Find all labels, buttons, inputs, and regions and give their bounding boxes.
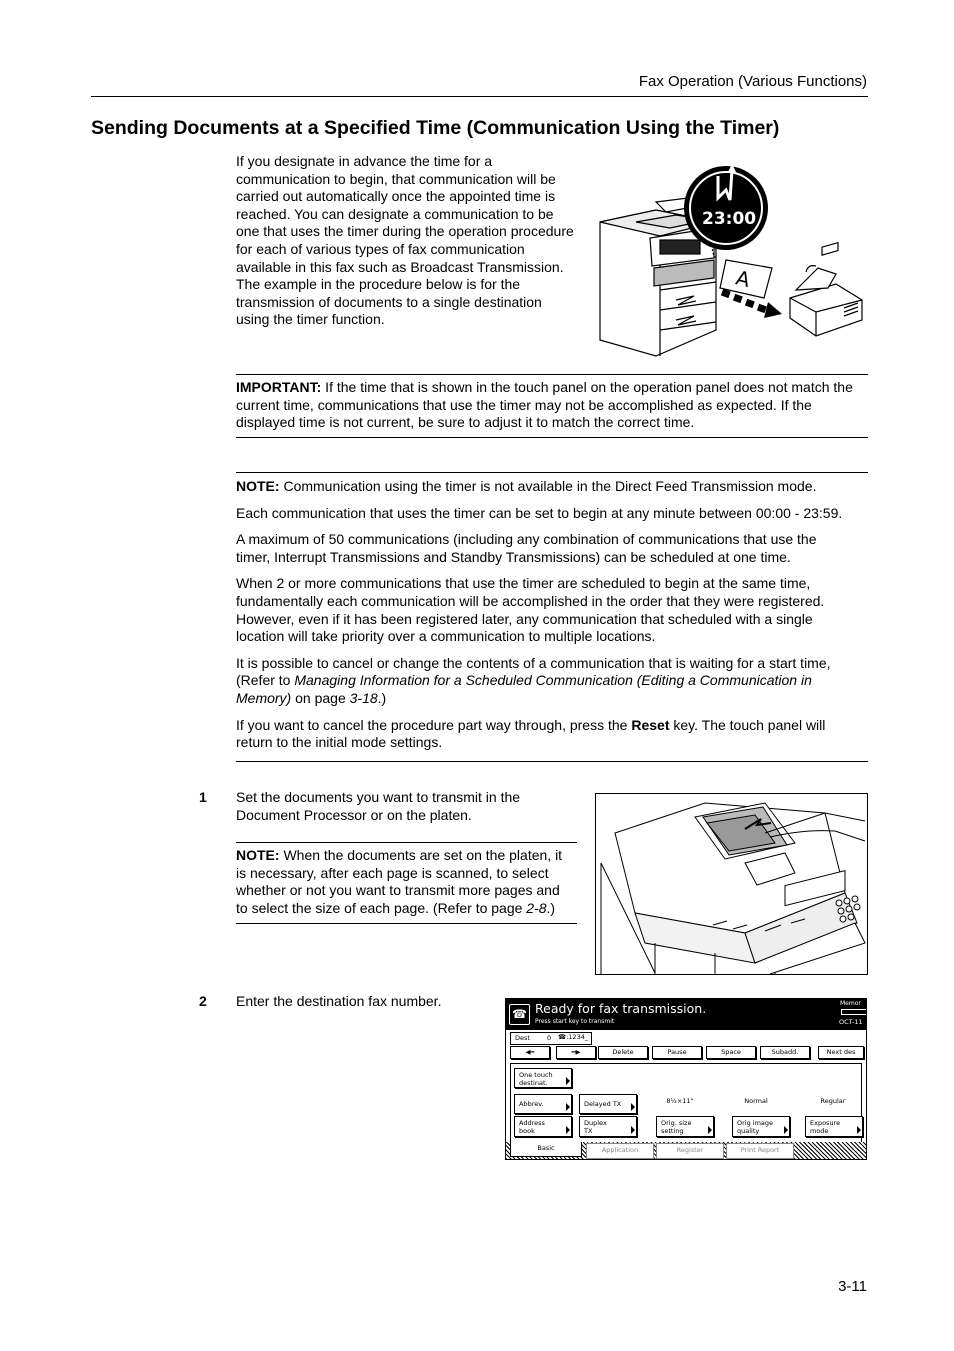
important-label: IMPORTANT:	[236, 379, 322, 395]
note-text: fundamentally each communication will be accomplished in the order that they were registered.	[236, 592, 825, 609]
note-text: key. The touch panel will	[669, 716, 826, 733]
fax-number-value: 1234_	[568, 1033, 589, 1041]
step-number: 1	[199, 789, 207, 805]
step-note-bottom-rule	[236, 923, 577, 924]
important-text: If the time that is shown in the touch panel on the operation panel does not match the	[321, 379, 853, 395]
expand-arrow-icon	[857, 1126, 861, 1134]
abbreviated-dial-button[interactable]	[514, 1094, 572, 1114]
dest-label: Dest	[515, 1034, 530, 1042]
fax-machine-icon	[790, 243, 862, 336]
next-destination-button[interactable]: Next des	[818, 1046, 864, 1059]
note-text: whether or not you want to transmit more pages and	[236, 882, 560, 899]
note-text: A maximum of 50 communications (including any combination of communications that use the	[236, 531, 817, 548]
expand-arrow-icon	[708, 1126, 712, 1134]
exposure-value: Regular	[820, 1097, 846, 1105]
phone-icon: ☎:	[558, 1033, 569, 1041]
button-label: Exposure	[810, 1119, 841, 1127]
clock-time-label: 23:00	[702, 209, 757, 229]
address-book-button[interactable]	[514, 1116, 572, 1137]
fax-icon: ☎	[509, 1004, 530, 1025]
note-text: However, even if it has been registered later, any communication that scheduled with a single	[236, 610, 813, 627]
note-label: NOTE:	[236, 478, 280, 494]
one-touch-destination-button[interactable]	[514, 1068, 572, 1088]
button-label: TX	[584, 1127, 593, 1135]
cursor-right-button[interactable]	[556, 1046, 596, 1059]
status-submessage: Press start key to transmit	[535, 1018, 615, 1025]
touch-panel-screen	[505, 998, 867, 1160]
intro-line: If you designate in advance the time for a	[236, 153, 493, 169]
intro-line: available in this fax such as Broadcast Transmission.	[236, 258, 564, 275]
button-label: One touch destinat.	[519, 1071, 553, 1087]
note-text: It is possible to cancel or change the contents of a communication that is waiting for a start time,	[236, 654, 831, 671]
intro-line: carried out automatically once the appointed time is	[236, 188, 556, 205]
space-button[interactable]: Space	[706, 1046, 756, 1059]
clock-icon	[684, 164, 768, 250]
touch-panel-status-bar	[506, 999, 866, 1030]
doc-letter-label: A	[733, 265, 753, 293]
note-text: Each communication that uses the timer can be set to begin at any minute between 00:00 - 23:59.	[236, 504, 843, 521]
intro-line: communication to begin, that communication will be	[236, 170, 556, 187]
note-text: location will take priority over a communication to multiple locations.	[236, 628, 656, 645]
timer-communication-illustration	[596, 160, 868, 365]
button-label: Address	[519, 1119, 545, 1127]
step-1-note	[236, 847, 581, 917]
cross-reference-title: Memory)	[236, 689, 292, 706]
exposure-mode-button[interactable]	[805, 1116, 863, 1137]
expand-arrow-icon	[784, 1126, 788, 1134]
original-size-setting-button[interactable]	[656, 1116, 714, 1137]
step-number: 2	[199, 993, 207, 1009]
running-header: Fax Operation (Various Functions)	[638, 73, 867, 90]
important-notice	[236, 379, 868, 432]
expand-arrow-icon	[631, 1103, 635, 1111]
intro-line: one that uses the timer during the operation procedure	[236, 223, 574, 240]
note-text: If you want to cancel the procedure part way through, press the	[236, 716, 632, 733]
duplex-tx-button[interactable]	[579, 1116, 637, 1137]
intro-line: transmission of documents to a single destination	[236, 293, 542, 310]
header-rule	[91, 96, 868, 97]
cursor-left-button[interactable]	[510, 1046, 550, 1059]
note-block	[236, 478, 868, 752]
tab-basic[interactable]: Basic	[510, 1142, 582, 1157]
cross-reference-title: Managing Information for a Scheduled Communication (Editing a Communication in	[294, 672, 812, 689]
button-label: setting	[661, 1127, 684, 1135]
step-text: Set the documents you want to transmit in the	[236, 789, 521, 805]
note-text: on page	[291, 689, 350, 706]
delete-button[interactable]: Delete	[598, 1046, 648, 1059]
important-top-rule	[236, 374, 868, 375]
button-label: quality	[737, 1127, 760, 1135]
note-text: (Refer to	[236, 672, 295, 689]
original-size-value: 8½×11"	[666, 1097, 694, 1105]
note-text: .)	[377, 689, 387, 706]
expand-arrow-icon	[566, 1126, 570, 1134]
expand-arrow-icon	[631, 1126, 635, 1134]
reset-key-name: Reset	[631, 716, 670, 733]
note-text: When 2 or more communications that use the timer are scheduled to begin at the same time,	[236, 575, 811, 592]
page-number: 3-11	[838, 1278, 867, 1295]
memory-gauge	[841, 1009, 867, 1015]
dest-count: 0	[547, 1034, 552, 1042]
intro-line: The example in the procedure below is for the	[236, 276, 521, 293]
arrow-right-icon: ━▶	[571, 1048, 581, 1056]
note-text: to select the size of each page. (Refer to page	[236, 899, 527, 916]
date-label: OCT-11	[839, 1018, 863, 1026]
important-text: displayed time is not current, be sure to adjust it to match the correct time.	[236, 414, 695, 431]
expand-arrow-icon	[566, 1077, 570, 1085]
fax-number-field[interactable]	[558, 1032, 858, 1043]
important-bottom-rule	[236, 437, 868, 438]
image-quality-value: Normal	[744, 1097, 768, 1105]
intro-line: using the timer function.	[236, 311, 385, 328]
subaddress-button[interactable]: Subadd.	[760, 1046, 810, 1059]
button-label: book	[519, 1127, 535, 1135]
memory-label: Memor	[840, 1000, 861, 1007]
intro-line: for each of various types of fax communication	[236, 240, 525, 257]
step-2-text: Enter the destination fax number.	[236, 993, 442, 1009]
intro-line: reached. You can designate a communication to be	[236, 205, 554, 222]
button-label: Duplex	[584, 1119, 607, 1127]
button-label: Orig image	[737, 1119, 774, 1127]
button-label: mode	[810, 1127, 829, 1135]
cross-reference-page: 3-18	[349, 689, 378, 706]
cross-reference-page: 2-8	[526, 899, 547, 916]
step-1-text	[236, 789, 576, 824]
note-bottom-rule	[236, 761, 868, 762]
tab-register[interactable]: Register	[656, 1143, 724, 1159]
note-text: is necessary, after each page is scanned, to select	[236, 864, 549, 881]
arrow-left-icon: ◀━	[525, 1048, 535, 1056]
important-text: current time, communications that use the timer may not be accomplished as expected. If the	[236, 396, 812, 413]
note-text: return to the initial mode settings.	[236, 734, 443, 751]
button-label: Abbrev.	[519, 1100, 544, 1108]
note-top-rule	[236, 472, 868, 473]
delayed-tx-button[interactable]	[579, 1094, 637, 1114]
intro-paragraph	[236, 153, 586, 329]
status-message: Ready for fax transmission.	[535, 1001, 707, 1016]
expand-arrow-icon	[566, 1103, 570, 1111]
pause-button[interactable]: Pause	[652, 1046, 702, 1059]
document-processor-illustration	[595, 793, 868, 975]
original-image-quality-button[interactable]	[732, 1116, 790, 1137]
step-note-top-rule	[236, 842, 577, 843]
note-text: When the documents are set on the platen, it	[279, 847, 563, 863]
function-tabs	[506, 1142, 866, 1159]
step-text: Document Processor or on the platen.	[236, 806, 472, 823]
note-text: Communication using the timer is not available in the Direct Feed Transmission mode.	[279, 478, 817, 494]
note-text: .)	[546, 899, 556, 916]
button-label: Orig. size	[661, 1119, 692, 1127]
button-label: Delayed TX	[584, 1100, 622, 1108]
note-label: NOTE:	[236, 847, 280, 863]
document-sheet-icon	[712, 244, 772, 298]
note-text: timer, Interrupt Transmissions and Standby Transmissions) can be scheduled at one time.	[236, 548, 791, 565]
tab-application[interactable]: Application	[586, 1143, 654, 1159]
tab-print-report[interactable]: Print Report	[726, 1143, 794, 1159]
section-title: Sending Documents at a Specified Time (Communication Using the Timer)	[91, 117, 780, 139]
